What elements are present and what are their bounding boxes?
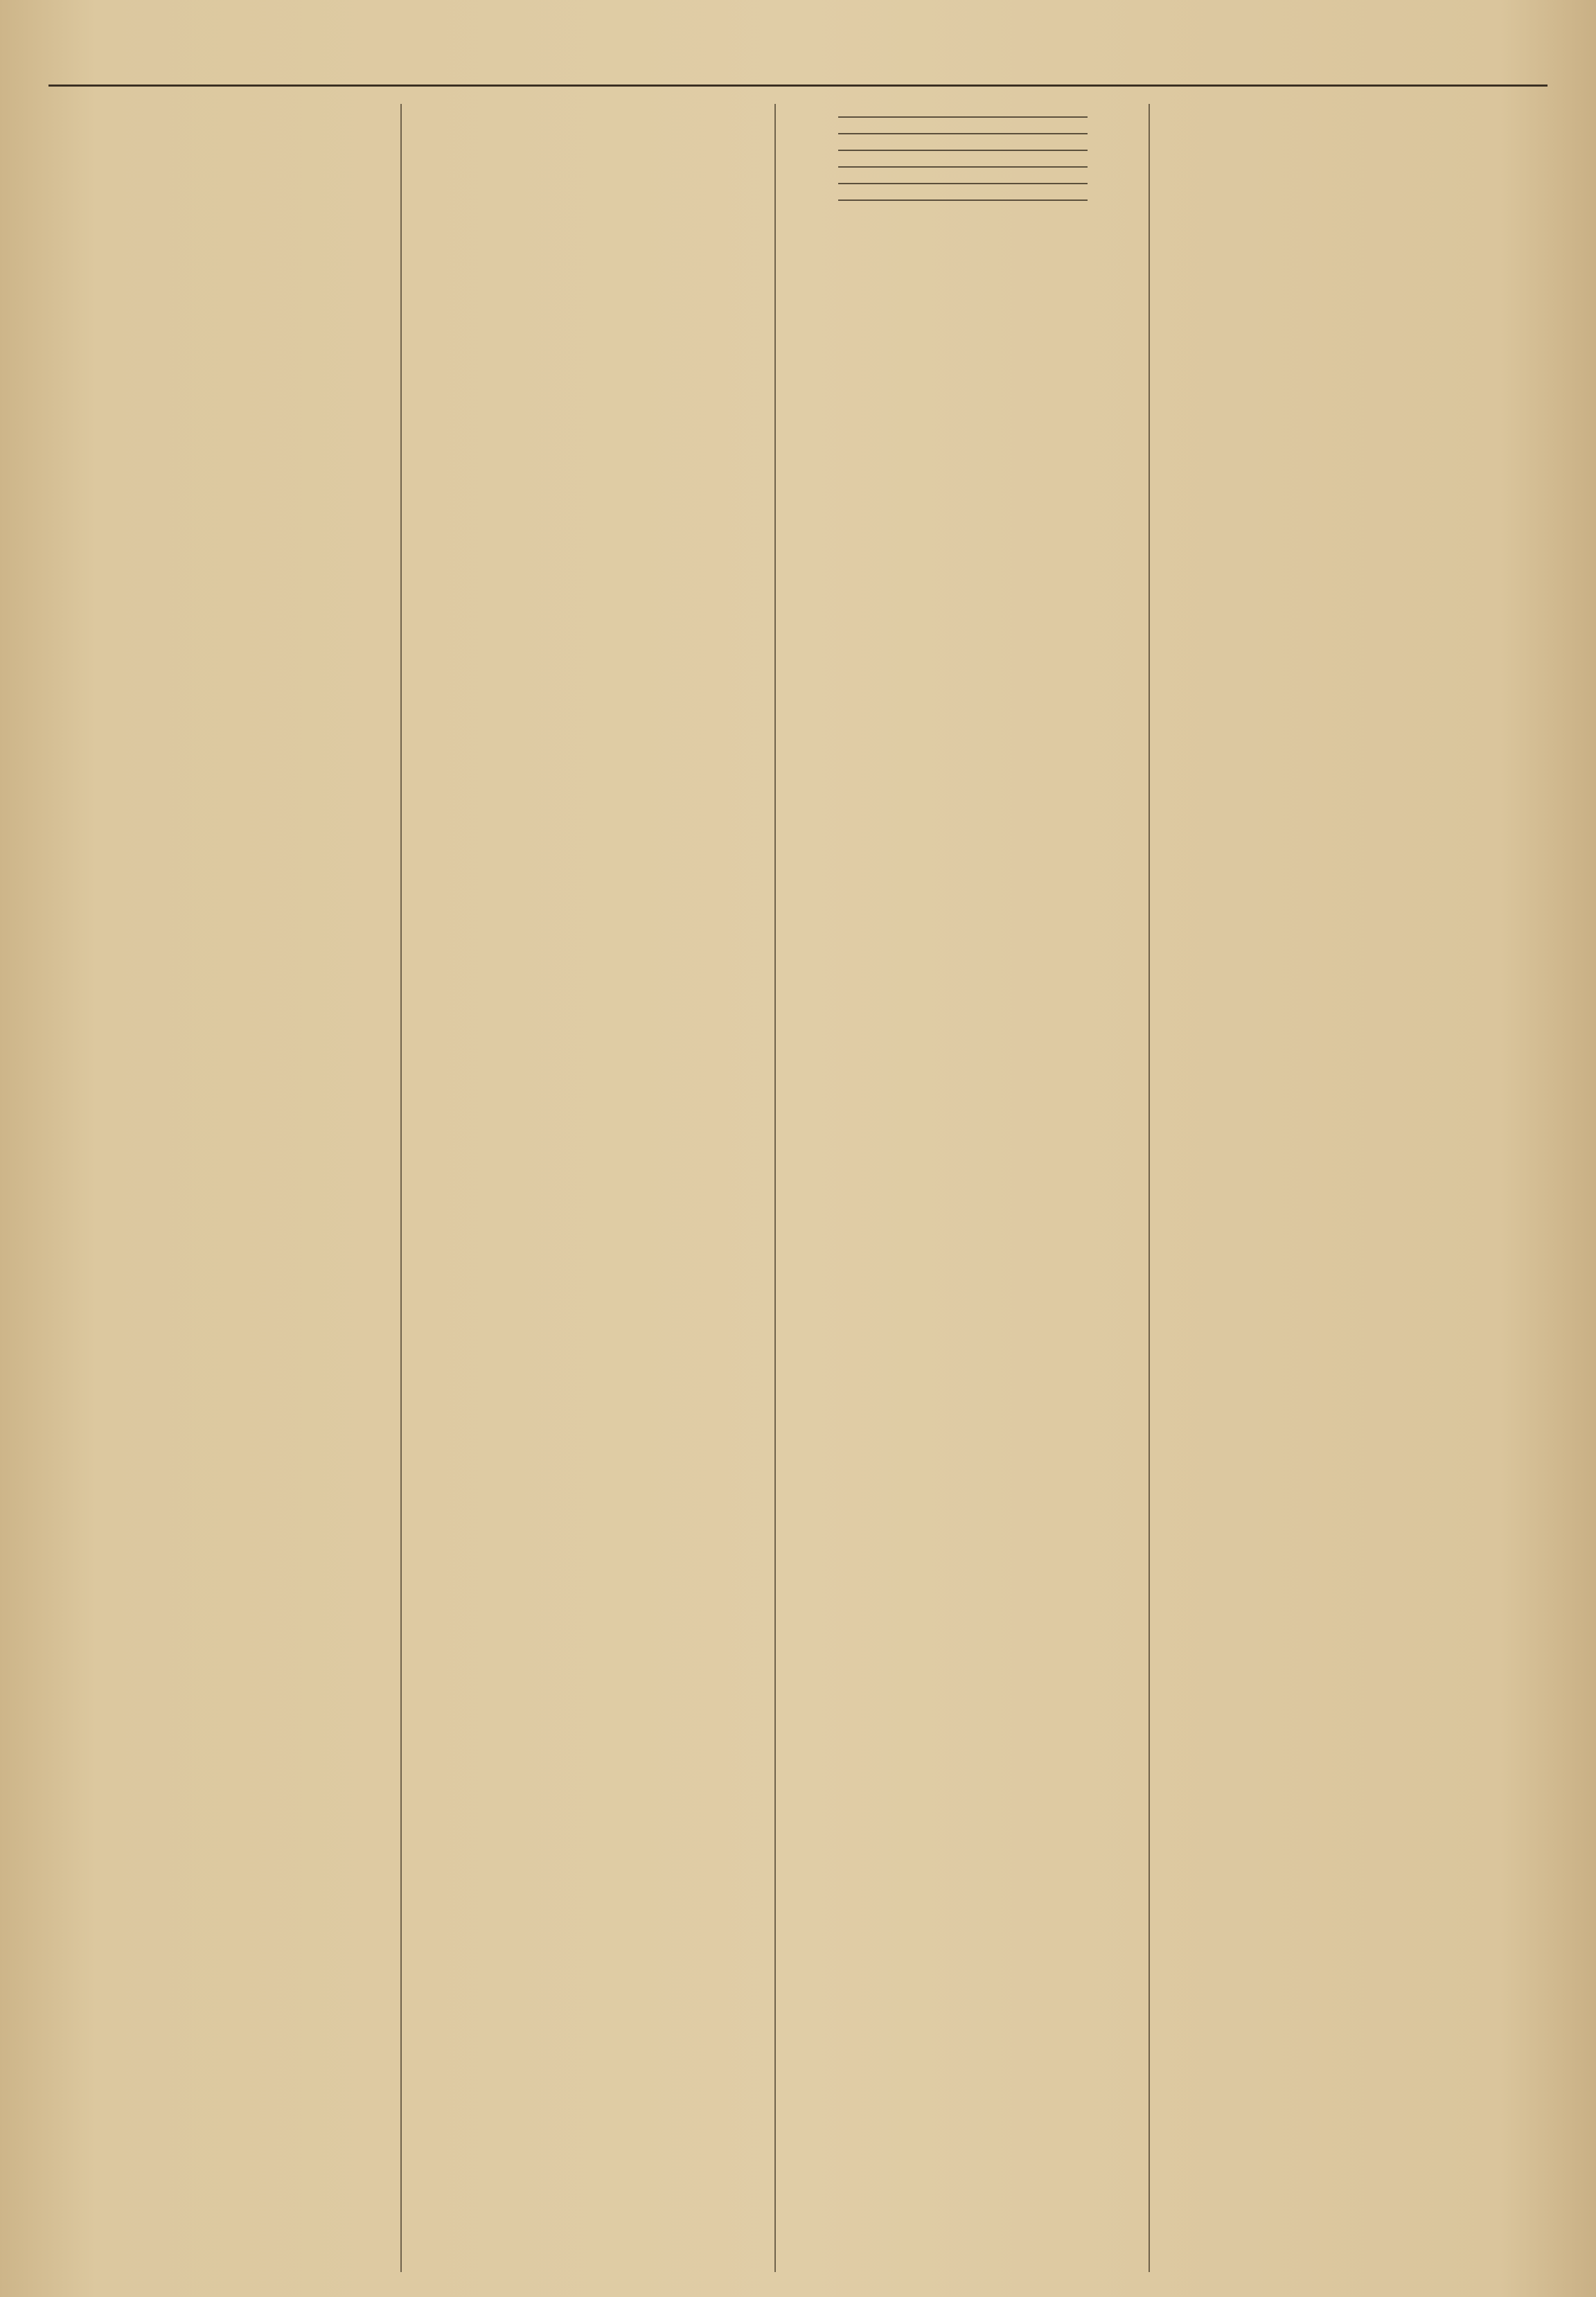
column-1-list bbox=[62, 103, 388, 2278]
column-3 bbox=[783, 103, 1143, 2278]
column-2-list bbox=[416, 103, 769, 2278]
page-header bbox=[48, 40, 1548, 87]
column-rule bbox=[774, 104, 776, 2272]
separator bbox=[838, 150, 1088, 151]
column-rule bbox=[1149, 104, 1150, 2272]
column-rule bbox=[400, 104, 402, 2272]
separator bbox=[838, 133, 1088, 134]
column-4 bbox=[1157, 103, 1524, 2278]
separator bbox=[838, 183, 1088, 184]
separator bbox=[838, 199, 1088, 201]
separator bbox=[838, 166, 1088, 168]
separator bbox=[838, 116, 1088, 118]
